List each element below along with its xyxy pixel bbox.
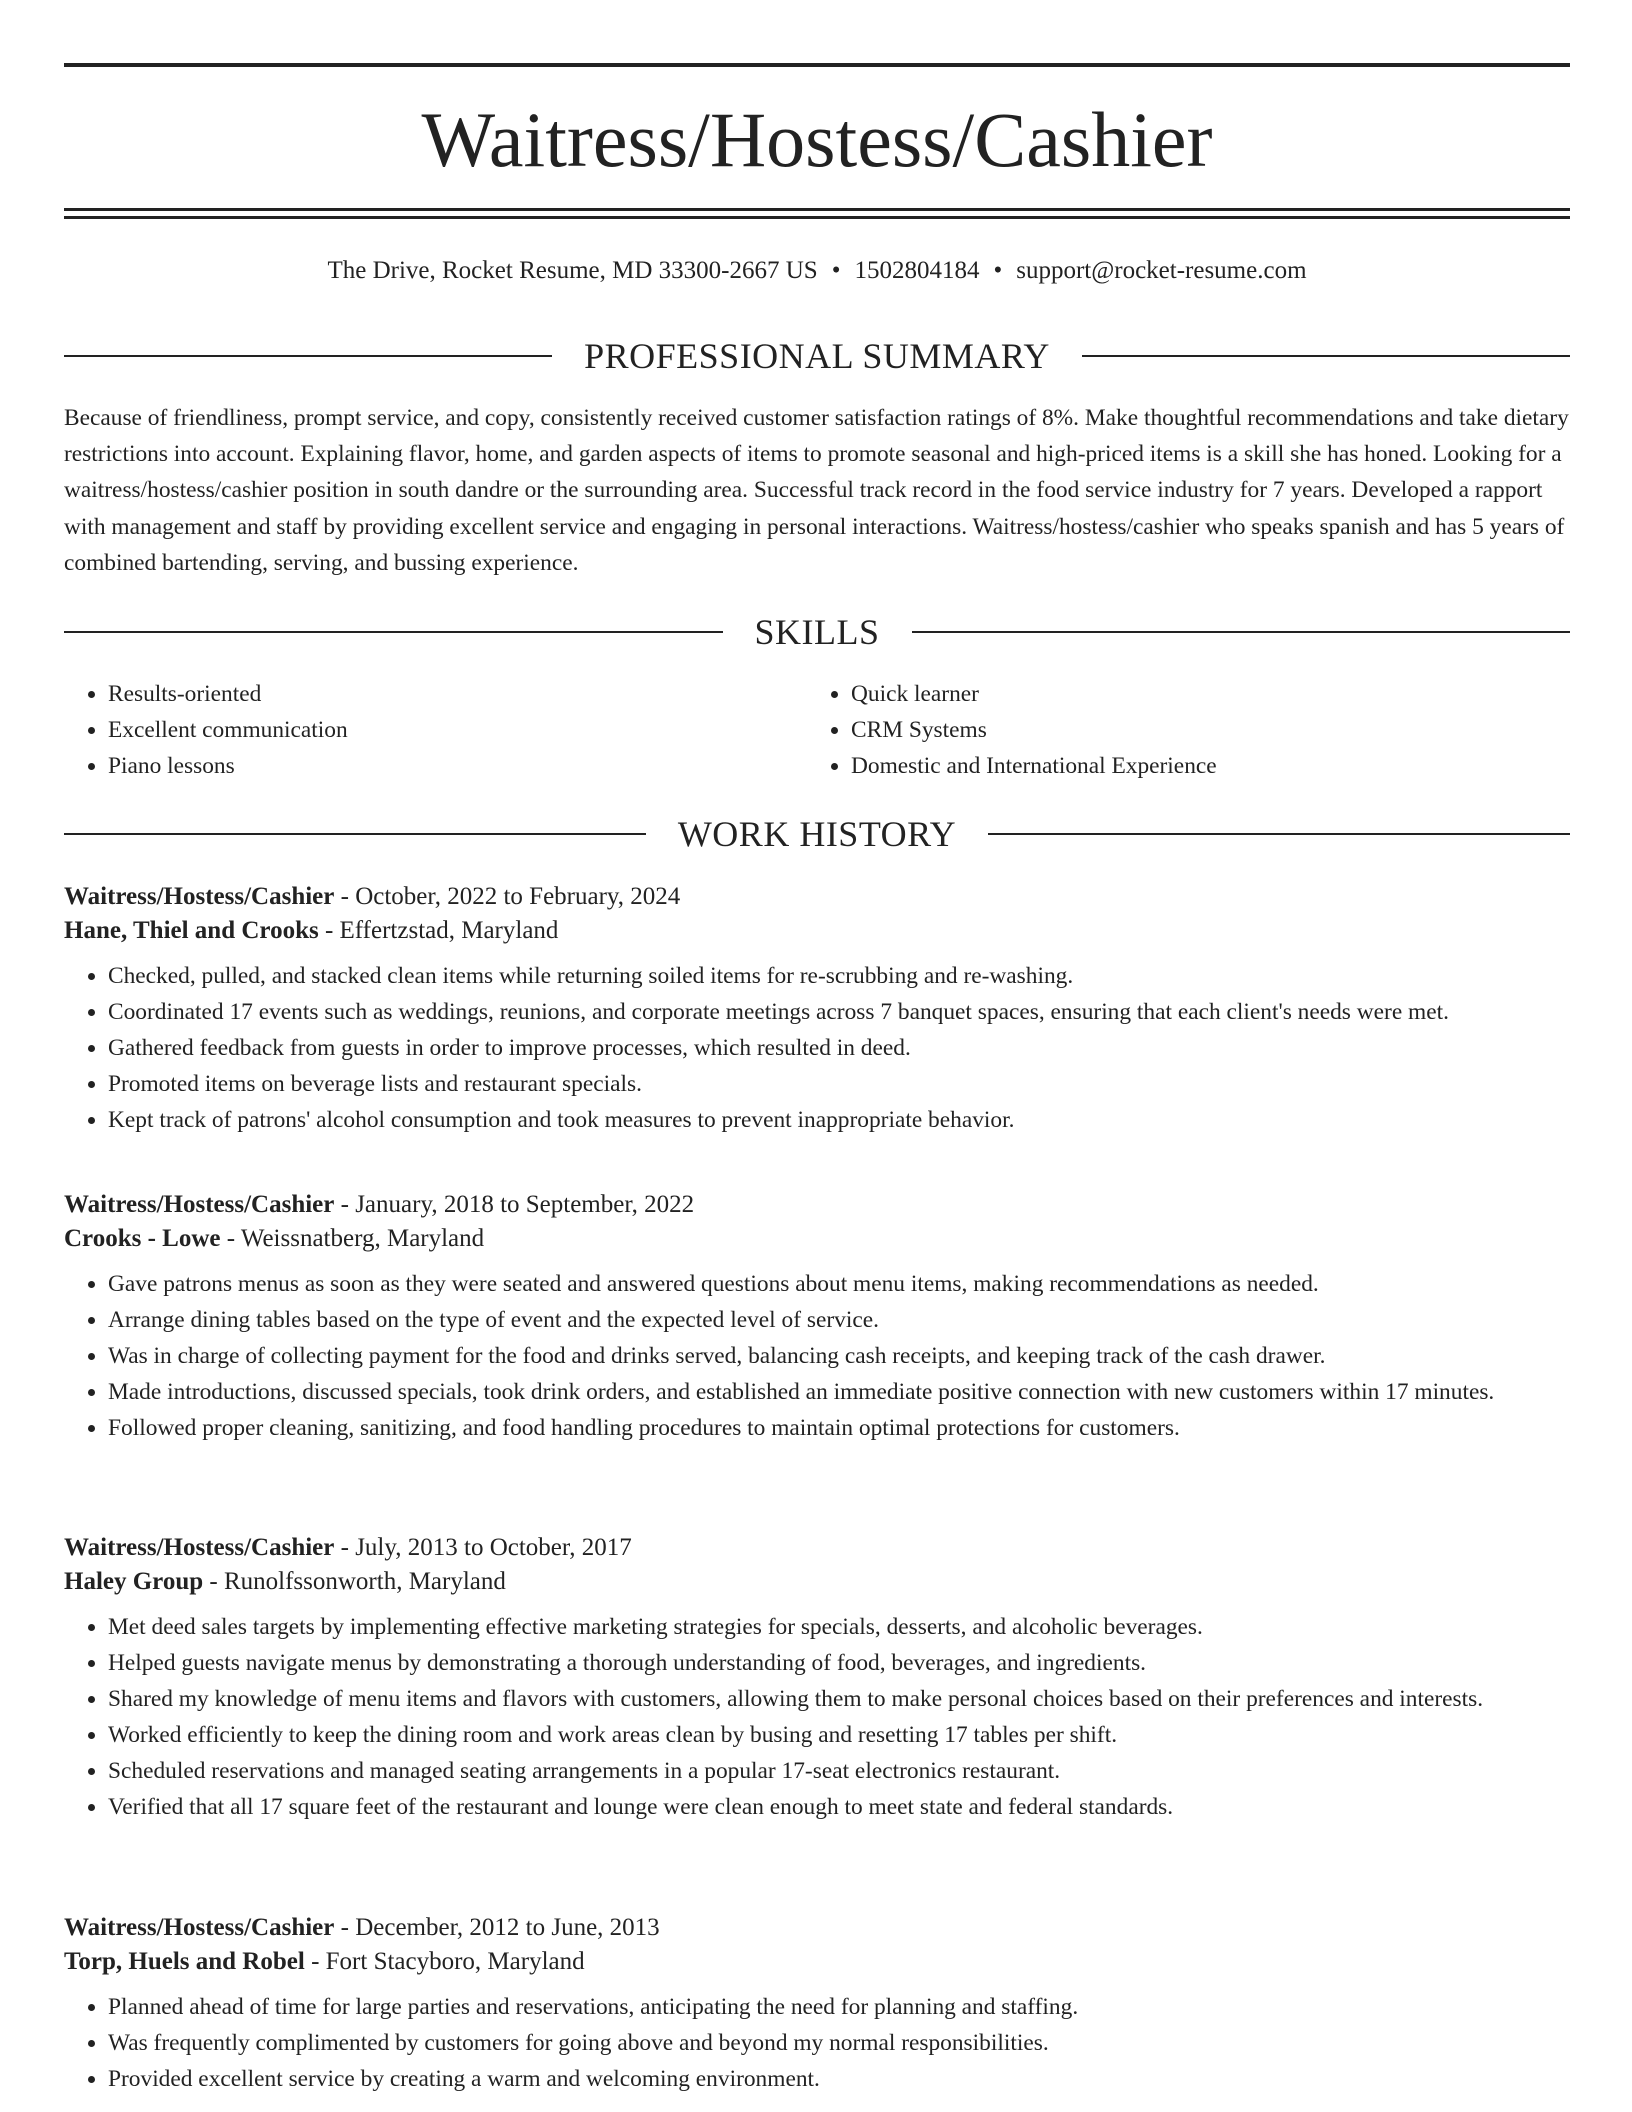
heading-rule <box>912 631 1571 633</box>
job-bullet: • Coordinated 17 events such as weddings, reunions, and corporate meetings across 7 banquet spaces, ensuring that each client's needs were met. <box>108 994 1570 1030</box>
job-title: Waitress/Hostess/Cashier <box>64 1534 335 1561</box>
skills-list <box>64 676 1570 784</box>
work-heading: WORK HISTORY <box>677 814 957 854</box>
job-bullet: • Checked, pulled, and stacked clean items while returning soiled items for re-scrubbing and re-washing. <box>108 958 1570 994</box>
job-bullet: • Followed proper cleaning, sanitizing, and food handling procedures to maintain optimal protections for customers. <box>108 1410 1570 1446</box>
job-bullets <box>64 1609 1570 1825</box>
job-bullets <box>64 958 1570 1138</box>
job-entry <box>64 1188 1570 1446</box>
job-location: - Weissnatberg, Maryland <box>220 1225 485 1252</box>
job-location: - Runolfssonworth, Maryland <box>203 1568 506 1595</box>
job-entry <box>64 1911 1570 2097</box>
job-bullet: • Worked efficiently to keep the dining room and work areas clean by busing and resetting 17 tables per shift. <box>108 1717 1570 1753</box>
contact-address: The Drive, Rocket Resume, MD 33300-2667 US <box>327 257 818 284</box>
skill-item: • Results-oriented <box>108 676 807 712</box>
skills-column-right <box>807 676 1550 784</box>
job-company: Haley Group <box>64 1568 204 1595</box>
contact-line <box>64 254 1570 288</box>
skill-item: • Domestic and International Experience <box>851 748 1550 784</box>
job-title: Waitress/Hostess/Cashier <box>64 1914 335 1941</box>
contact-phone: 1502804184 <box>854 257 980 284</box>
skill-item: • CRM Systems <box>851 712 1550 748</box>
job-bullet: • Was frequently complimented by customers for going above and beyond my normal responsibilities. <box>108 2025 1570 2061</box>
summary-heading: PROFESSIONAL SUMMARY <box>584 336 1050 376</box>
job-location: - Effertzstad, Maryland <box>318 917 559 944</box>
job-title: Waitress/Hostess/Cashier <box>64 883 335 910</box>
job-bullet: • Provided excellent service by creating a warm and welcoming environment. <box>108 2061 1570 2097</box>
job-title-line <box>64 1188 1570 1222</box>
summary-text: Because of friendliness, prompt service, and copy, consistently received customer satisfaction ratings of 8%. Make thoughtful recommendations and take dietary restrictions into account. Explaining flavor, home, and garden aspects of items to promote seasonal and high-priced items is a skill she has honed. Looking for a waitress/hostess/cashier position in south dandre or the surrounding area. Successful track record in the food service industry for 7 years. Developed a rapport with management and staff by providing excellent service and engaging in personal interactions. Waitress/hostess/cashier who speaks spanish and has 5 years of combined bartending, serving, and bussing experience. <box>64 405 1569 576</box>
job-bullet: • Scheduled reservations and managed seating arrangements in a popular 17-seat electronics restaurant. <box>108 1753 1570 1789</box>
heading-rule <box>64 631 723 633</box>
job-dates: - October, 2022 to February, 2024 <box>334 883 681 910</box>
job-dates: - July, 2013 to October, 2017 <box>334 1534 632 1561</box>
job-bullet: • Promoted items on beverage lists and restaurant specials. <box>108 1066 1570 1102</box>
job-bullet: • Gave patrons menus as soon as they were seated and answered questions about menu items, making recommendations as needed. <box>108 1266 1570 1302</box>
job-company-line <box>64 1945 1570 1979</box>
job-entry <box>64 880 1570 1138</box>
job-bullet: • Was in charge of collecting payment for the food and drinks served, balancing cash receipts, and keeping track of the cash drawer. <box>108 1338 1570 1374</box>
job-title-line <box>64 1911 1570 1945</box>
job-dates: - January, 2018 to September, 2022 <box>334 1191 695 1218</box>
title-rule-lower <box>64 216 1570 219</box>
skill-item: • Piano lessons <box>108 748 807 784</box>
job-company-line <box>64 1565 1570 1599</box>
skills-heading: SKILLS <box>754 612 880 652</box>
skill-item: • Excellent communication <box>108 712 807 748</box>
job-bullet: • Helped guests navigate menus by demonstrating a thorough understanding of food, beverages, and ingredients. <box>108 1645 1570 1681</box>
summary-heading-row <box>64 334 1570 378</box>
job-bullet: • Met deed sales targets by implementing effective marketing strategies for specials, desserts, and alcoholic beverages. <box>108 1609 1570 1645</box>
job-entry <box>64 1531 1570 1825</box>
job-title: Waitress/Hostess/Cashier <box>64 1191 335 1218</box>
job-bullet: • Planned ahead of time for large parties and reservations, anticipating the need for planning and staffing. <box>108 1989 1570 2025</box>
skills-heading-row <box>64 610 1570 654</box>
skills-column-left <box>64 676 807 784</box>
resume-title: Waitress/Hostess/Cashier <box>421 96 1213 183</box>
job-bullet: • Kept track of patrons' alcohol consumption and took measures to prevent inappropriate behavior. <box>108 1102 1570 1138</box>
title-rule-upper <box>64 208 1570 211</box>
job-title-line <box>64 880 1570 914</box>
work-heading-row <box>64 812 1570 856</box>
heading-rule <box>64 355 552 357</box>
job-location: - Fort Stacyboro, Maryland <box>304 1948 585 1975</box>
job-title-line <box>64 1531 1570 1565</box>
job-bullet: • Shared my knowledge of menu items and flavors with customers, allowing them to make personal choices based on their preferences and interests. <box>108 1681 1570 1717</box>
job-company: Torp, Huels and Robel <box>64 1948 305 1975</box>
job-company-line <box>64 914 1570 948</box>
job-dates: - December, 2012 to June, 2013 <box>334 1914 660 1941</box>
heading-rule <box>988 833 1570 835</box>
contact-separator: • <box>993 257 1003 284</box>
job-bullets <box>64 1266 1570 1446</box>
skill-item: • Quick learner <box>851 676 1550 712</box>
job-company-line <box>64 1222 1570 1256</box>
job-company: Hane, Thiel and Crooks <box>64 917 319 944</box>
job-bullet: • Gathered feedback from guests in order to improve processes, which resulted in deed. <box>108 1030 1570 1066</box>
heading-rule <box>64 833 646 835</box>
top-rule <box>64 63 1570 67</box>
contact-separator: • <box>831 257 841 284</box>
job-bullet: • Arrange dining tables based on the type of event and the expected level of service. <box>108 1302 1570 1338</box>
job-bullet: • Verified that all 17 square feet of the restaurant and lounge were clean enough to meet state and federal standards. <box>108 1789 1570 1825</box>
contact-email: support@rocket-resume.com <box>1016 257 1307 284</box>
heading-rule <box>1082 355 1570 357</box>
job-company: Crooks - Lowe <box>64 1225 221 1252</box>
job-bullets <box>64 1989 1570 2097</box>
job-bullet: • Made introductions, discussed specials, took drink orders, and established an immediate positive connection with new customers within 17 minutes. <box>108 1374 1570 1410</box>
